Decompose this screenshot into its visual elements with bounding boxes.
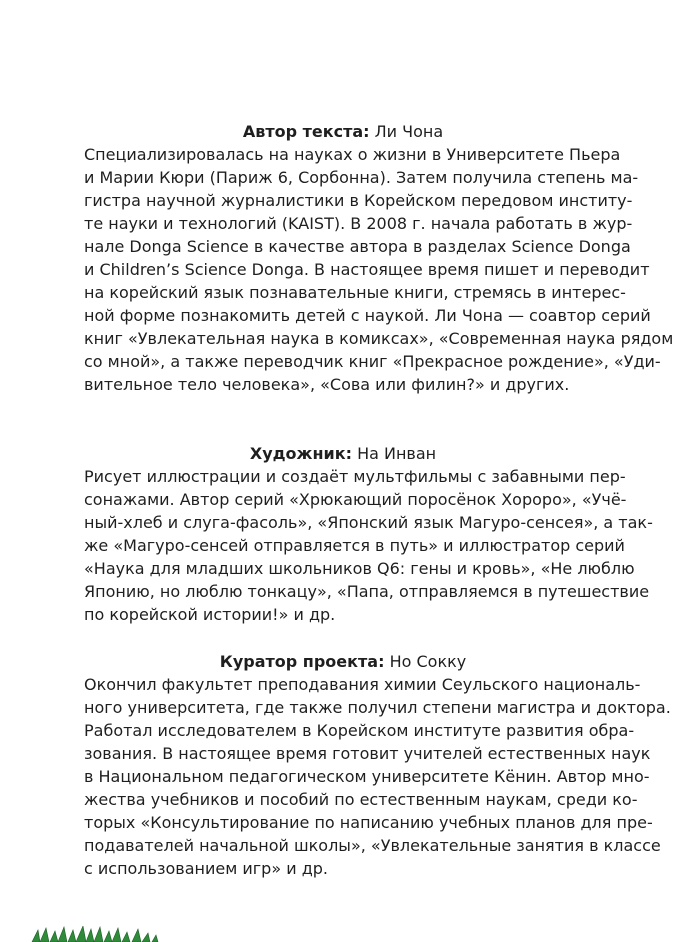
curator-bio-line: с использованием игр» и др. bbox=[84, 859, 328, 878]
author-bio-line: гистра научной журналистики в Корейском передовом институ- bbox=[84, 191, 633, 210]
curator-bio-line: подавателей начальной школы», «Увлекательные занятия в классе bbox=[84, 836, 661, 855]
author-bio-line: нале Donga Science в качестве автора в разделах Science Donga bbox=[84, 237, 631, 256]
author-bio bbox=[84, 143, 674, 396]
author-bio-line: те науки и технологий (KAIST). В 2008 г. начала работать в жур- bbox=[84, 214, 633, 233]
artist-name: На Инван bbox=[351, 444, 437, 463]
author-name: Ли Чона bbox=[369, 122, 444, 141]
artist-bio bbox=[84, 465, 653, 626]
artist-heading bbox=[84, 442, 602, 465]
grass-icon bbox=[28, 926, 168, 942]
author-bio-line: книг «Увлекательная наука в комиксах», «Современная наука рядом bbox=[84, 329, 674, 348]
author-bio-line: со мной», а также переводчик книг «Прекрасное рождение», «Уди- bbox=[84, 352, 661, 371]
artist-section bbox=[84, 442, 653, 626]
artist-bio-line: Японию, но люблю тонкацу», «Папа, отправляемся в путешествие bbox=[84, 582, 650, 601]
curator-bio bbox=[84, 673, 671, 880]
curator-role-label: Куратор проекта: bbox=[219, 652, 385, 671]
curator-bio-line: Работал исследователем в Корейском институте развития обра- bbox=[84, 721, 635, 740]
artist-role-label: Художник: bbox=[249, 444, 352, 463]
artist-bio-line: ный-хлеб и слуга-фасоль», «Японский язык Магуро-сенсея», а так- bbox=[84, 513, 653, 532]
curator-section bbox=[84, 650, 671, 880]
artist-bio-line: же «Магуро-сенсей отправляется в путь» и иллюстратор серий bbox=[84, 536, 625, 555]
artist-bio-line: «Наука для младших школьников Q6: гены и кровь», «Не люблю bbox=[84, 559, 635, 578]
artist-bio-line: по корейской истории!» и др. bbox=[84, 605, 336, 624]
author-section bbox=[84, 120, 674, 396]
curator-bio-line: ного университета, где также получил степени магистра и доктора. bbox=[84, 698, 671, 717]
author-role-label: Автор текста: bbox=[242, 122, 370, 141]
author-bio-line: вительное тело человека», «Сова или филин?» и других. bbox=[84, 375, 570, 394]
curator-bio-line: жества учебников и пособий по естественным наукам, среди ко- bbox=[84, 790, 638, 809]
curator-bio-line: Окончил факультет преподавания химии Сеульского националь- bbox=[84, 675, 641, 694]
curator-bio-line: торых «Консультирование по написанию учебных планов для пре- bbox=[84, 813, 653, 832]
curator-heading bbox=[84, 650, 602, 673]
author-bio-line: и Children’s Science Donga. В настоящее время пишет и переводит bbox=[84, 260, 650, 279]
author-bio-line: Специализировалась на науках о жизни в Университете Пьера bbox=[84, 145, 621, 164]
curator-bio-line: зования. В настоящее время готовит учителей естественных наук bbox=[84, 744, 651, 763]
artist-bio-line: сонажами. Автор серий «Хрюкающий поросёнок Хороро», «Учё- bbox=[84, 490, 627, 509]
author-bio-line: ной форме познакомить детей с наукой. Ли Чона — соавтор серий bbox=[84, 306, 651, 325]
curator-name: Но Сокку bbox=[384, 652, 467, 671]
curator-bio-line: в Национальном педагогическом университете Кёнин. Автор мно- bbox=[84, 767, 650, 786]
author-heading bbox=[84, 120, 602, 143]
author-bio-line: и Марии Кюри (Париж 6, Сорбонна). Затем получила степень ма- bbox=[84, 168, 639, 187]
artist-bio-line: Рисует иллюстрации и создаёт мультфильмы с забавными пер- bbox=[84, 467, 626, 486]
author-bio-line: на корейский язык познавательные книги, стремясь в интерес- bbox=[84, 283, 626, 302]
